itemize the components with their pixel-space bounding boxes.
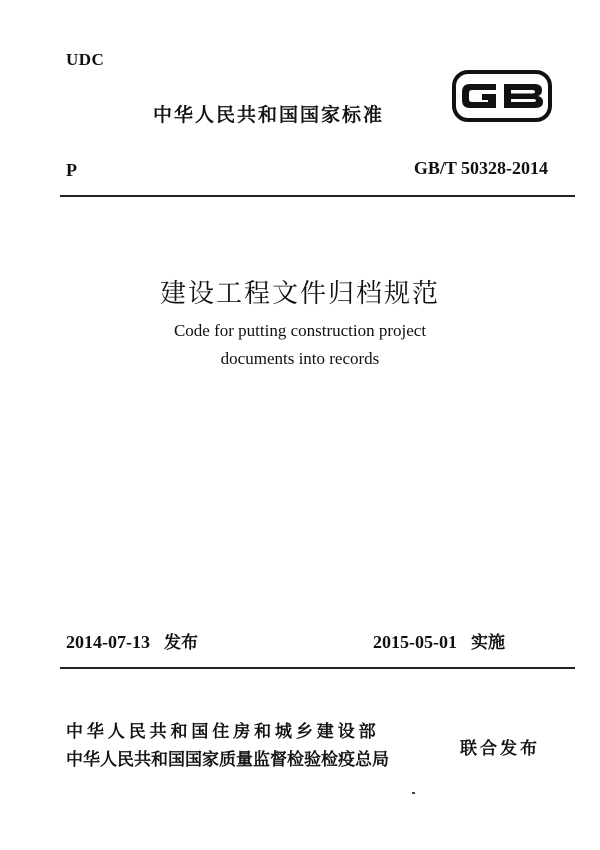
document-title-chinese: 建设工程文件归档规范 [159,279,440,309]
document-title-english [0,317,600,373]
effective-label: 实施 [471,633,505,653]
top-divider [60,195,575,197]
issue-label: 发布 [164,633,198,653]
english-title-line-2: documents into records [220,349,380,368]
joint-issue-label: 联合发布 [460,739,540,759]
issue-date: 2014-07-13 [66,632,150,652]
issuing-authorities [66,718,389,774]
standard-number: GB/T 50328-2014 [413,158,548,178]
issue-date-line [66,628,198,653]
bottom-divider [60,667,575,669]
effective-date-line [373,628,505,653]
issuer-line-2: 中华人民共和国国家质量监督检验检疫总局 [66,750,389,770]
print-speck [412,792,415,794]
udc-label: UDC [66,50,105,69]
issuer-line-1: 中华人民共和国住房和城乡建设部 [66,722,380,742]
standard-name: 中华人民共和国国家标准 [153,104,385,126]
gb-logo [452,70,552,122]
classification-code: P [66,160,77,180]
english-title-line-1: Code for putting construction project [173,321,427,340]
effective-date: 2015-05-01 [373,632,457,652]
